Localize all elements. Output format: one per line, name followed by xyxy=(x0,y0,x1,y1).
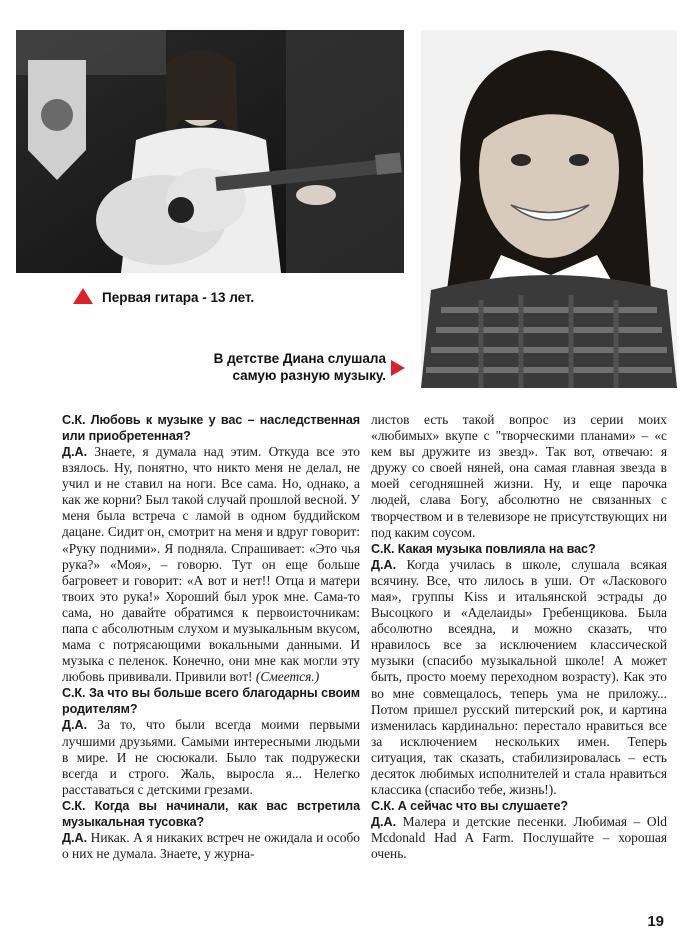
speaker-label: Д.А. xyxy=(371,815,397,830)
page-number: 19 xyxy=(647,913,664,930)
caption-childhood-line2: самую разную музыку. xyxy=(232,368,386,383)
article-column-right xyxy=(371,412,667,862)
question: С.К. За что вы больше всего благодарны своим родителям? xyxy=(62,686,360,717)
speaker-label: Д.А. xyxy=(62,445,88,459)
caption-childhood-line1: В детстве Диана слушала xyxy=(213,351,386,366)
speaker-label: Д.А. xyxy=(371,557,397,572)
answer xyxy=(371,412,667,541)
answer xyxy=(371,814,667,862)
caption-triangle-right-icon xyxy=(391,360,405,376)
photo-first-guitar xyxy=(16,30,404,273)
answer xyxy=(62,830,360,862)
answer xyxy=(371,557,667,798)
answer xyxy=(62,717,360,797)
answer xyxy=(62,444,360,685)
question: С.К. А сейчас что вы слушаете? xyxy=(371,799,568,814)
answer-text: За то, что были всегда моими первыми лучшими друзьями. Самыми интересными людьми в мире. И не сюсюкали. Было так подружески всегда и строго. Жаль, выросла я... Нелегко расставаться с детскими грезами. xyxy=(62,717,360,797)
question: С.К. Какая музыка повлияла на вас? xyxy=(371,541,596,556)
caption-childhood xyxy=(196,350,386,384)
answer-text: Малера и детские песенки. Любимая – Old Mcdonald Had A Farm. Послушайте – хорошая очень. xyxy=(371,814,667,862)
question: С.К. Любовь к музыке у вас – наследственная или приобретенная? xyxy=(62,413,360,443)
photo-portrait-drawing xyxy=(421,30,677,388)
question: С.К. Когда вы начинали, как вас встретила музыкальная тусовка? xyxy=(62,798,360,829)
answer-text: Знаете, я думала над этим. Откуда все это взялось. Ну, понятно, что никто меня не делал, не учил и не ставил на ноги. Все сама. Но, однако, а как же корни? Был такой случай прошлой весной. У меня была встреча с ламой в одном буддийском дацане. Сидит он, смотрит на меня и вдруг говорит: «Руку подними». Я подняла. Спрашивает: «Это чья рука?» «Моя», – говорю. Тут он еще больше багровеет и говорит: «А вот и нет!! Отца и матери твоих это рука!» Хороший был урок мне. Сама-то сама, но давайте обратимся к первоисточникам: папа с абсолютным слухом и музыкальным вкусом, мама с потрясающими вокальными данными. И музыка с пеленок. Конечно, они мне как могли эту любовь прививали. Привили вот! xyxy=(62,444,360,685)
answer-text: Никак. А я никаких встреч не ожидала и особо о них не думала. Знаете, у журна- xyxy=(62,829,360,861)
answer-remark: (Смеется.) xyxy=(255,669,320,685)
caption-first-guitar: Первая гитара - 13 лет. xyxy=(102,290,255,305)
photo-childhood-portrait xyxy=(421,30,677,388)
speaker-label: Д.А. xyxy=(62,830,88,845)
answer-text: Когда училась в школе, слушала всякая всячину. Все, что лилось в уши. От «Ласкового мая», группы Kiss и итальянской эстрады до Высоцкого и «Аделаиды» Гребенщикова. Была абсолютно всеядна, и можно сказать, что нравилось все за исключением классической музыки (спасибо музыкальной школе! А может быть, просто моему переходном возрасту). Как это во мне совмещалось, теперь ума не приложу... Потом пришел русский питерский рок, и картина изменилась кардинально: перестало нравиться все за исключением нескольких имен. Теперь ситуация, так сказать, стабилизировалась – есть десяток любимых исполнителей и стала нравиться классика (спасибо тебе, жизнь!). xyxy=(371,556,667,798)
photo-guitar-drawing xyxy=(16,30,404,273)
speaker-label: Д.А. xyxy=(62,718,88,733)
answer-text: листов есть такой вопрос из серии моих «любимых» вкупе с "творческими планами» – «с кем вы дружите из звезд». Так вот, отвечаю: я дружу со своей няней, она самая главная звезда в моей сегодняшней жизни. Ну, и еще парочка людей, слава Богу, абсолютно не связанных с творчеством и в телевизоре не присутствующих ни под каким соусом. xyxy=(371,412,667,540)
article-column-left xyxy=(62,412,360,862)
